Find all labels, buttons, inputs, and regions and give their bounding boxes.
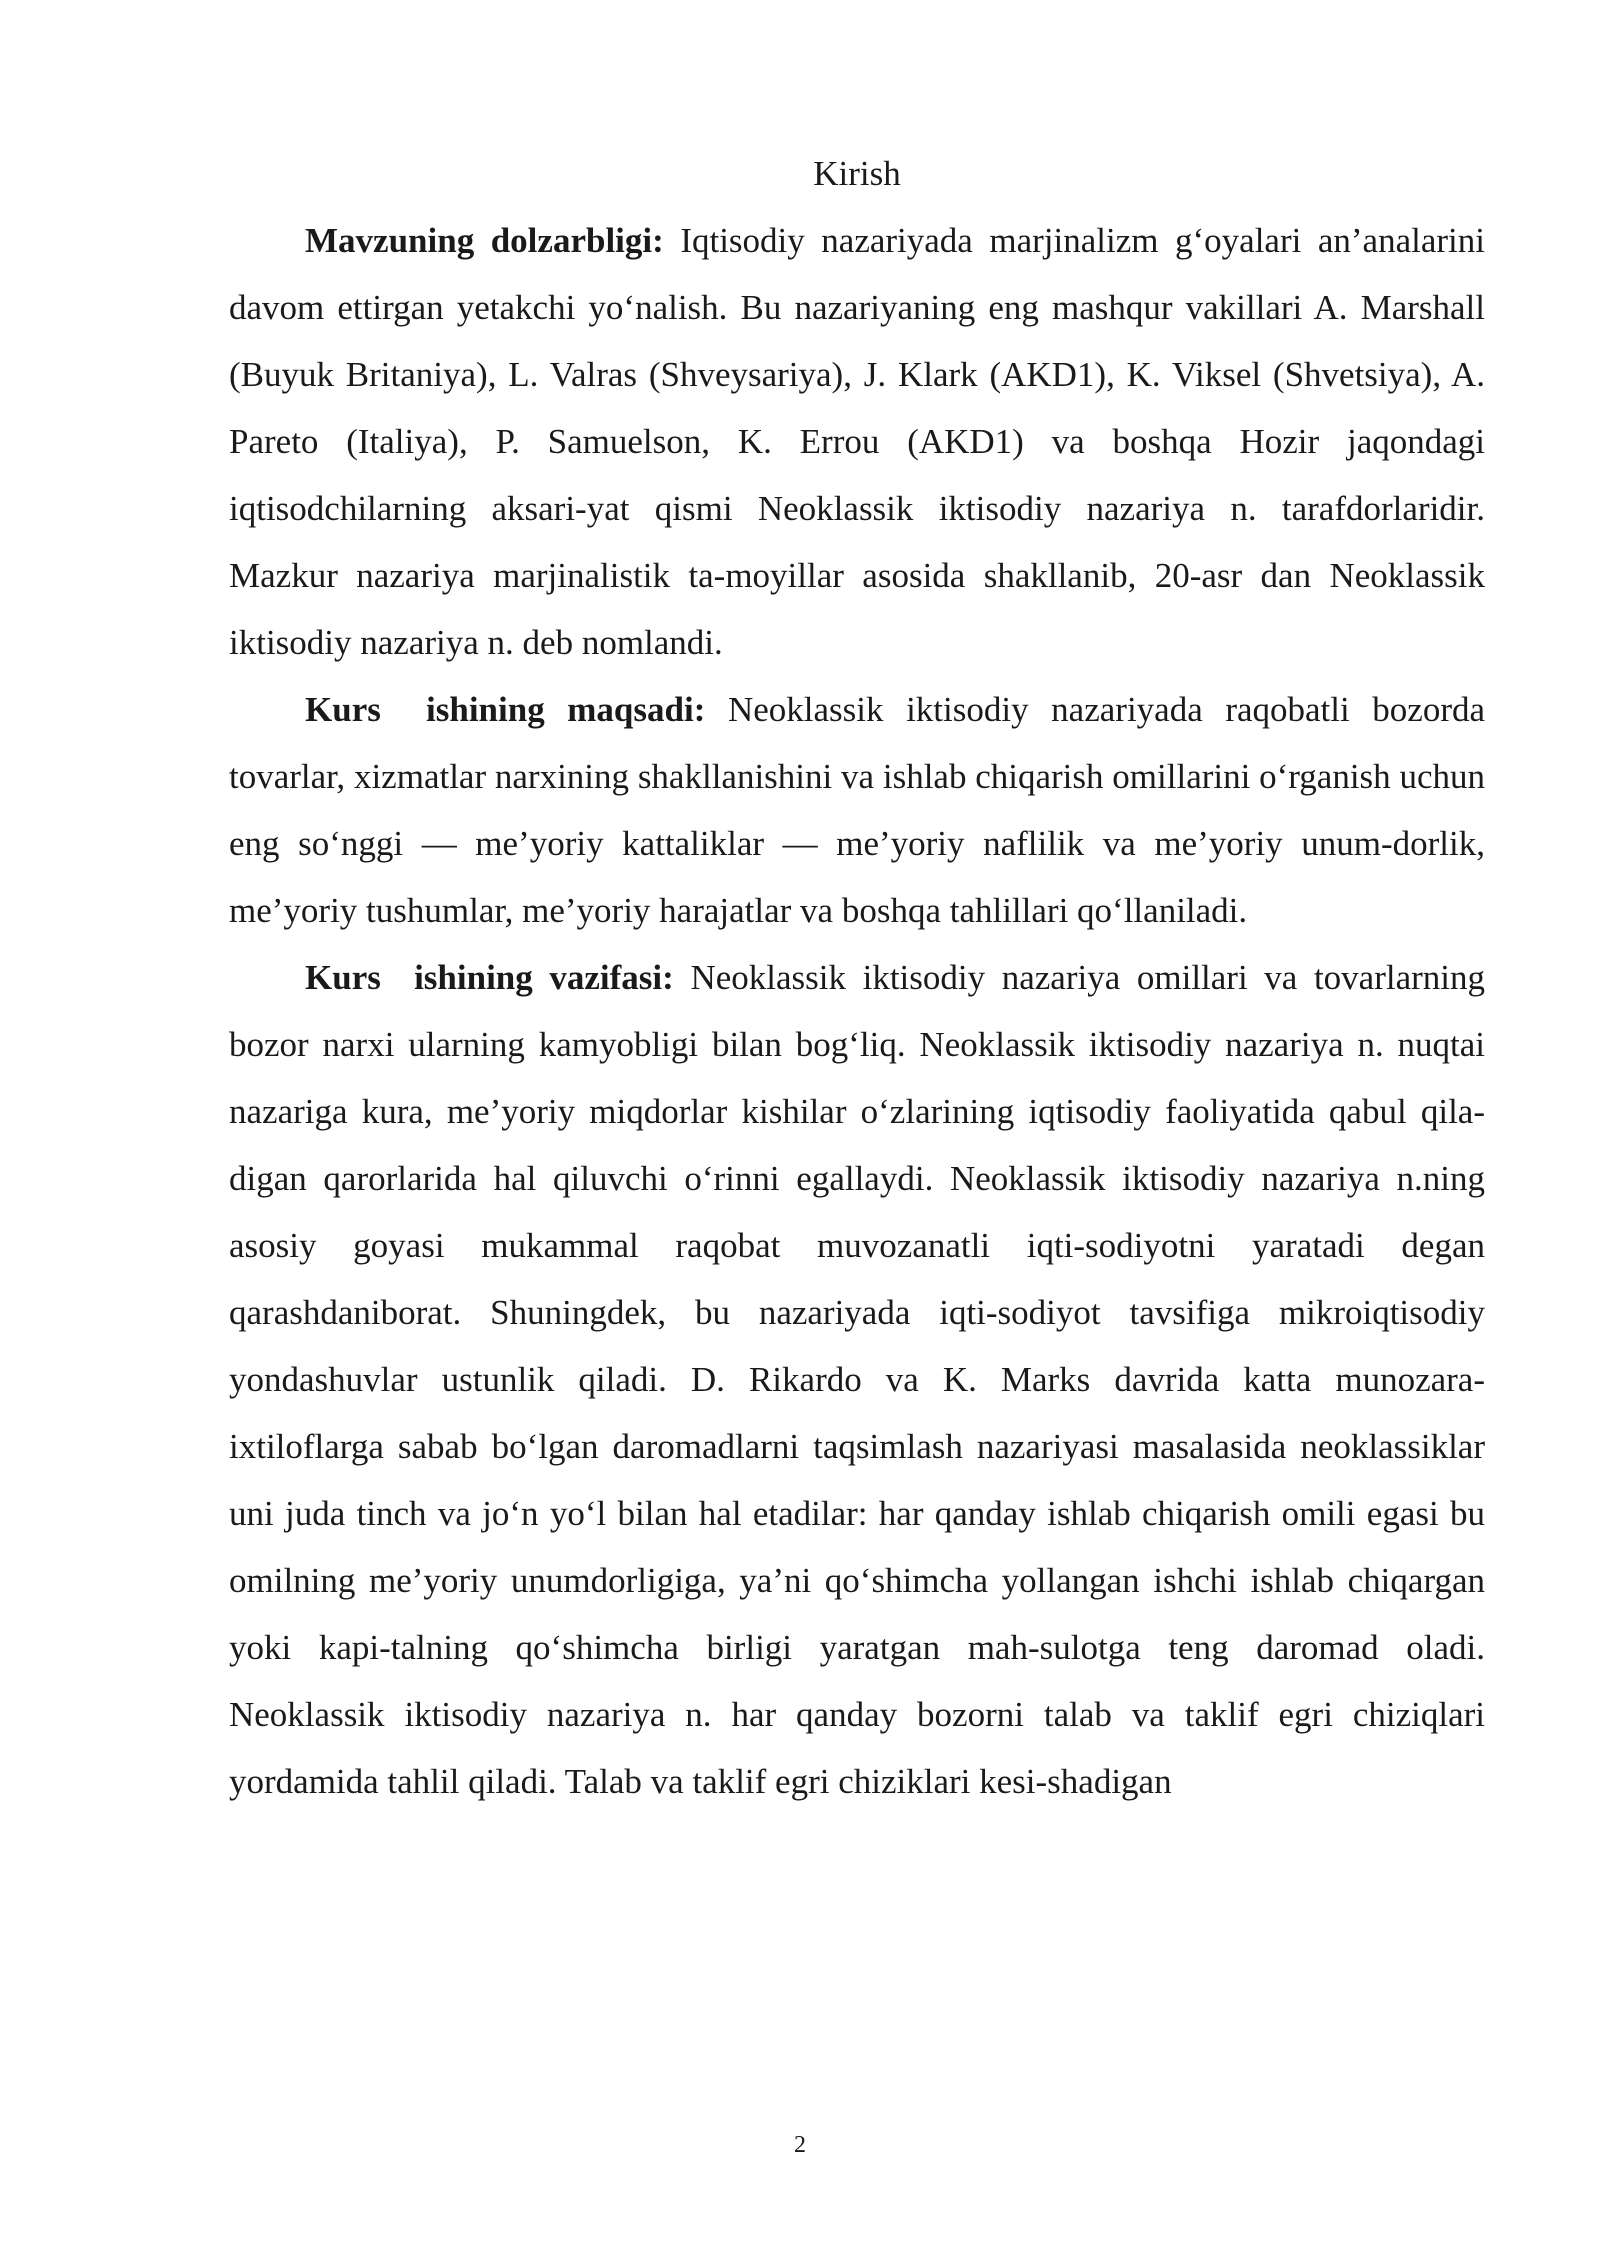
paragraph-label: Kurs ishining maqsadi:	[305, 690, 706, 729]
document-body	[229, 140, 1485, 1815]
paragraph-label: Mavzuning dolzarbligi:	[305, 221, 664, 260]
paragraph-label: Kurs ishining vazifasi:	[305, 958, 674, 997]
paragraph-tasks	[229, 944, 1485, 1815]
paragraph-goal	[229, 676, 1485, 944]
page-number: 2	[794, 2132, 806, 2158]
section-heading: Kirish	[813, 154, 901, 193]
paragraph-relevance	[229, 207, 1485, 676]
paragraph-text: Neoklassik iktisodiy nazariyada raqobatli bozorda tovarlar, xizmatlar narxining shakllanishini va ishlab chiqarish omillarini o‘rganish uchun eng so‘nggi — me’yoriy kattaliklar — me’yoriy naflilik va me’yoriy unum-dorlik, me’yoriy tushumlar, me’yoriy harajatlar va boshqa tahlillari qo‘llaniladi.	[229, 690, 1486, 930]
paragraph-text: Neoklassik iktisodiy nazariya omillari va tovarlarning bozor narxi ularning kamyobligi bilan bog‘liq. Neoklassik iktisodiy nazariya n. nuqtai nazariga kura, me’yoriy miqdorlar kishilar o‘zlarining iqtisodiy faoliyatida qabul qila-digan qarorlarida hal qiluvchi o‘rinni egallaydi. Neoklassik iktisodiy nazariya n.ning asosiy goyasi mukammal raqobat muvozanatli iqti-sodiyotni yaratadi degan qarashdaniborat. Shuningdek, bu nazariyada iqti-sodiyot tavsifiga mikroiqtisodiy yondashuvlar ustunlik qiladi. D. Rikardo va K. Marks davrida katta munozara-ixtiloflarga sabab bo‘lgan daromadlarni taqsimlash nazariyasi masalasida neoklassiklar uni juda tinch va jo‘n yo‘l bilan hal etadilar: har qanday ishlab chiqarish omili egasi bu omilning me’yoriy unumdorligiga, ya’ni qo‘shimcha yollangan ishchi ishlab chiqargan yoki kapi-talning qo‘shimcha birligi yaratgan mah-sulotga teng daromad oladi. Neoklassik iktisodiy nazariya n. har qanday bozorni talab va taklif egri chiziqlari yordamida tahlil qiladi. Talab va taklif egri chiziklari kesi-shadigan	[229, 958, 1486, 1801]
paragraph-text: Iqtisodiy nazariyada marjinalizm g‘oyalari an’analarini davom ettirgan yetakchi yo‘nalish. Bu nazariyaning eng mashqur vakillari A. Marshall (Buyuk Britaniya), L. Valras (Shveysariya), J. Klark (AKD1), K. Viksel (Shvetsiya), A. Pareto (Italiya), P. Samuelson, K. Errou (AKD1) va boshqa Hozir jaqondagi iqtisodchilarning aksari-yat qismi Neoklassik iktisodiy nazariya n. tarafdorlaridir. Mazkur nazariya marjinalistik ta-moyillar asosida shakllanib, 20-asr dan Neoklassik iktisodiy nazariya n. deb nomlandi.	[229, 221, 1485, 662]
